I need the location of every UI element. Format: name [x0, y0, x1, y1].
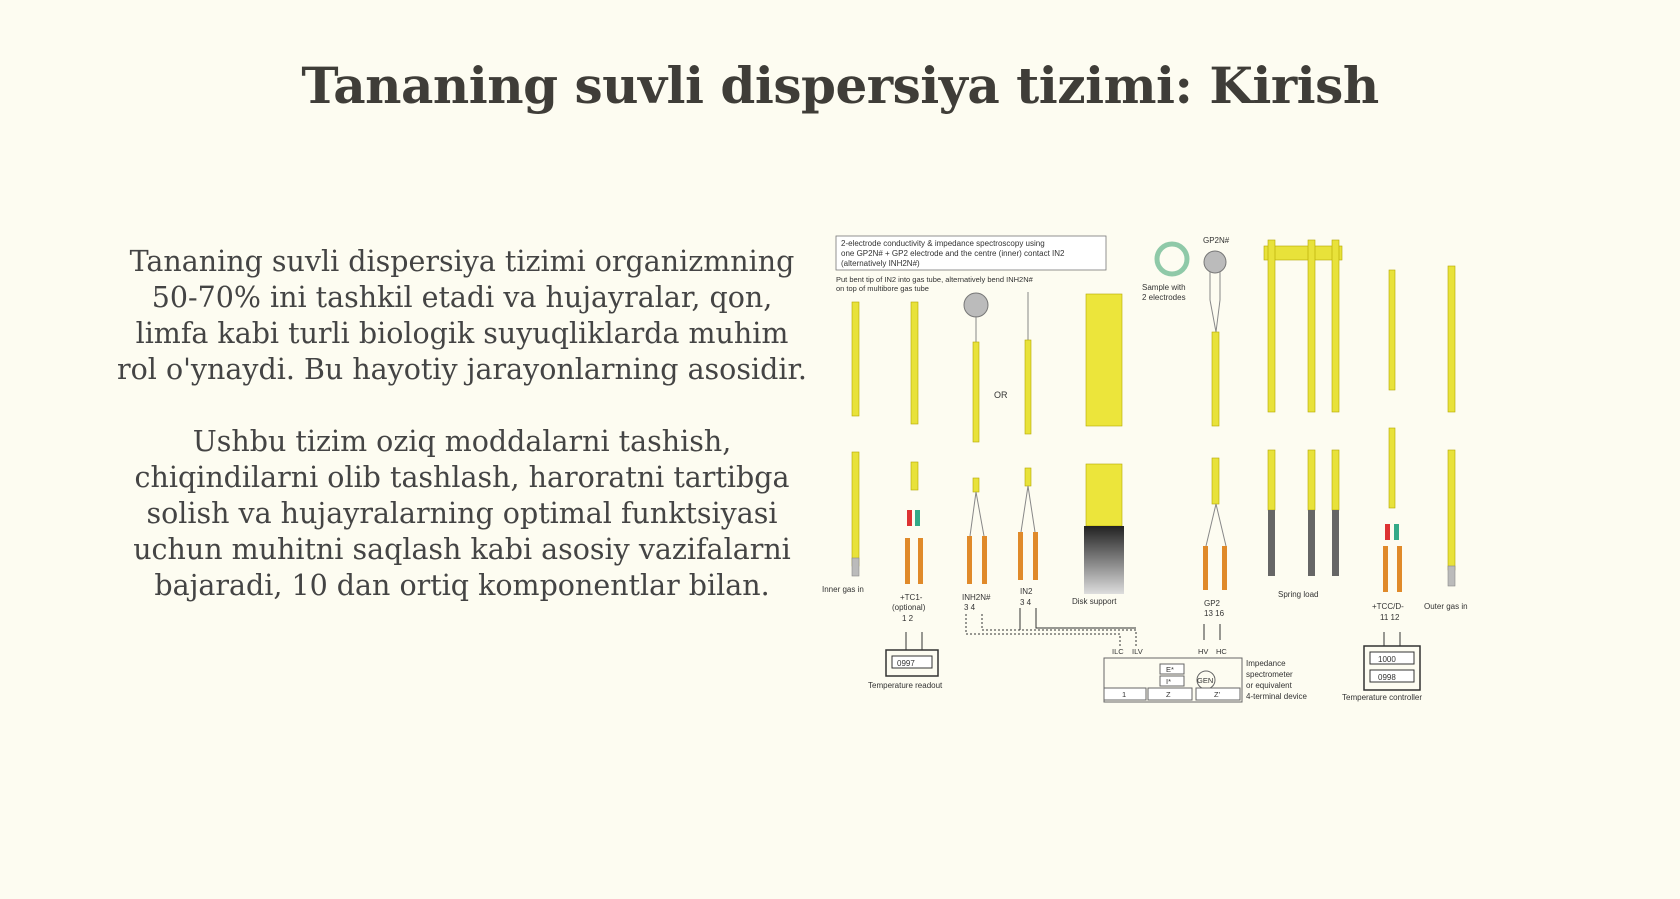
inh2n-pins: 3 4 [964, 603, 976, 612]
inner-gas-label: Inner gas in [822, 585, 864, 594]
rod-in2-upper [1025, 340, 1031, 434]
note-box-line-2: one GP2N# + GP2 electrode and the centre (inner) contact IN2 [841, 249, 1065, 258]
spring-bar [1264, 246, 1342, 260]
imp-label-1: Impedance [1246, 659, 1286, 668]
hv-label: HV [1198, 647, 1209, 656]
tc1-pins: 1 2 [902, 614, 914, 623]
rod-outer-gas-upper [1448, 266, 1455, 412]
ilc-label: ILC [1112, 647, 1124, 656]
cell-z: Z [1166, 690, 1171, 699]
sample-label-2: 2 electrodes [1142, 293, 1186, 302]
hc-label: HC [1216, 647, 1227, 656]
readout-value: 0997 [897, 659, 915, 668]
inh2n-disk-icon [964, 293, 988, 317]
cell-z-prime: Z' [1214, 690, 1221, 699]
tube-disk-upper [1086, 294, 1122, 426]
electrode-setup-diagram [822, 236, 1516, 722]
disk-label: Disk support [1072, 597, 1117, 606]
rod-inh2n-upper [973, 342, 979, 442]
paragraph-2: Ushbu tizim oziq moddalarni tashish, chiqindilarni olib tashlash, haroratni tartibga solish va hujayralarning optimal funktsiyasi uchun muhitni saqlash kabi asosiy vazifalarni bajaradi, 10 dan ortiq komponentlar bilan. [133, 425, 791, 602]
note-box-line-1: 2-electrode conductivity & impedance spectroscopy using [841, 239, 1045, 248]
tcc-label: +TCC/D- [1372, 602, 1404, 611]
tcc-pins: 11 12 [1380, 613, 1400, 622]
sample-ring-icon [1157, 244, 1187, 274]
slide-body [112, 244, 812, 640]
in2-label: IN2 [1020, 587, 1033, 596]
readout-label: Temperature readout [868, 681, 943, 690]
tc1-label: +TC1- [900, 593, 923, 602]
note-2-line-1: Put bent tip of IN2 into gas tube, alternatively bend INH2N# [836, 275, 1033, 284]
ilv-label: ILV [1132, 647, 1143, 656]
gp2-label: GP2 [1204, 599, 1221, 608]
disk-support-block [1084, 526, 1124, 594]
i-star-label: I* [1166, 677, 1172, 686]
gp2n-disk-icon [1204, 251, 1226, 273]
tc1-optional: (optional) [892, 603, 926, 612]
imp-label-3: or equivalent [1246, 681, 1292, 690]
paragraph-1: Tananing suvli dispersiya tizimi organizmning 50-70% ini tashkil etadi va hujayralar, qon, limfa kabi turli biologik suyuqliklarda muhim rol o'ynaydi. Bu hayotiy jarayonlarning asosidir. [116, 245, 807, 386]
outer-gas-label: Outer gas in [1424, 602, 1468, 611]
imp-label-4: 4-terminal device [1246, 692, 1307, 701]
e-star-label: E* [1166, 665, 1174, 674]
slide-title: Tananing suvli dispersiya tizimi: Kirish [301, 56, 1379, 115]
spring-label: Spring load [1278, 590, 1319, 599]
in2-pins: 3 4 [1020, 598, 1032, 607]
note-2-line-2: on top of multibore gas tube [836, 284, 929, 293]
gen-label: GEN [1197, 676, 1214, 685]
rod-gp2-upper [1212, 332, 1219, 426]
rod-tc1-upper [911, 302, 918, 424]
gp2-pins: 13 16 [1204, 609, 1225, 618]
sample-label-1: Sample with [1142, 283, 1186, 292]
ctrl-label: Temperature controller [1342, 693, 1423, 702]
rod-inner-gas-upper [852, 302, 859, 416]
or-label: OR [994, 390, 1008, 400]
imp-label-2: spectrometer [1246, 670, 1293, 679]
gp2n-label: GP2N# [1203, 236, 1230, 245]
ctrl-value-1: 1000 [1378, 655, 1396, 664]
rod-tcc-upper [1389, 270, 1395, 390]
cell-1: 1 [1122, 690, 1127, 699]
note-box-line-3: (alternatively INH2N#) [841, 259, 920, 268]
ctrl-value-2: 0998 [1378, 673, 1396, 682]
inh2n-label: INH2N# [962, 593, 991, 602]
